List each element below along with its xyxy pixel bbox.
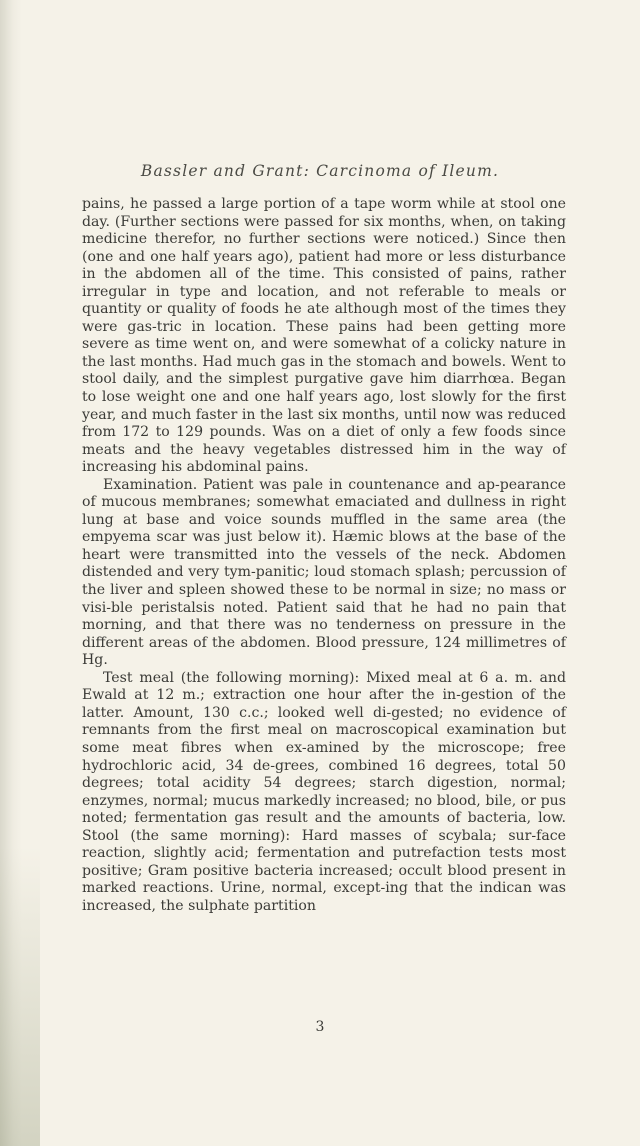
body-text xyxy=(82,196,566,915)
running-head: Bassler and Grant: Carcinoma of Ileum. xyxy=(140,162,500,180)
paragraph-examination: Examination. Patient was pale in countenance and ap-pearance of mucous membranes; somewhat emaciated and dullness in right lung at base and voice sounds muffled in the same area (the empyema scar was just below it). Hæmic blows at the base of the heart were transmitted into the vessels of the neck. Abdomen distended and very tym-panitic; loud stomach splash; percussion of the liver and spleen showed these to be normal in size; no mass or visi-ble peristalsis noted. Patient said that he had no pain that morning, and that there was no tenderness on pressure in the different areas of the abdomen. Blood pressure, 124 millimetres of Hg. xyxy=(82,476,566,669)
page-stain xyxy=(0,846,40,1146)
page-number: 3 xyxy=(315,1019,325,1035)
paragraph-test-meal: Test meal (the following morning): Mixed meal at 6 a. m. and Ewald at 12 m.; extraction one hour after the in-gestion of the latter. Amount, 130 c.c.; looked well di-gested; no evidence of remnants from the first meal on macroscopical examination but some meat fibres when ex-amined by the microscope; free hydrochloric acid, 34 de-grees, combined 16 degrees, total 50 degrees; total acidity 54 degrees; starch digestion, normal; enzymes, normal; mucus markedly increased; no blood, bile, or pus noted; fermentation gas result and the amounts of bacteria, low. Stool (the same morning): Hard masses of scybala; sur-face reaction, slightly acid; fermentation and putrefaction tests most positive; Gram positive bacteria increased; occult blood present in marked reactions. Urine, normal, except-ing that the indican was increased, the sulphate partition xyxy=(82,669,566,914)
paragraph-history: pains, he passed a large portion of a tape worm while at stool one day. (Further sections were passed for six months, when, on taking medicine therefor, no further sections were noticed.) Since then (one and one half years ago), patient had more or less disturbance in the abdomen all of the time. This consisted of pains, rather irregular in type and location, and not referable to meals or quantity or quality of foods he ate although most of the times they were gas-tric in location. These pains had been getting more severe as time went on, and were somewhat of a colicky nature in the last months. Had much gas in the stomach and bowels. Went to stool daily, and the simplest purgative gave him diarrhœa. Began to lose weight one and one half years ago, lost slowly for the first year, and much faster in the last six months, until now was reduced from 172 to 129 pounds. Was on a diet of only a few foods since meats and the heavy vegetables distressed him in the way of increasing his abdominal pains. xyxy=(82,196,566,476)
